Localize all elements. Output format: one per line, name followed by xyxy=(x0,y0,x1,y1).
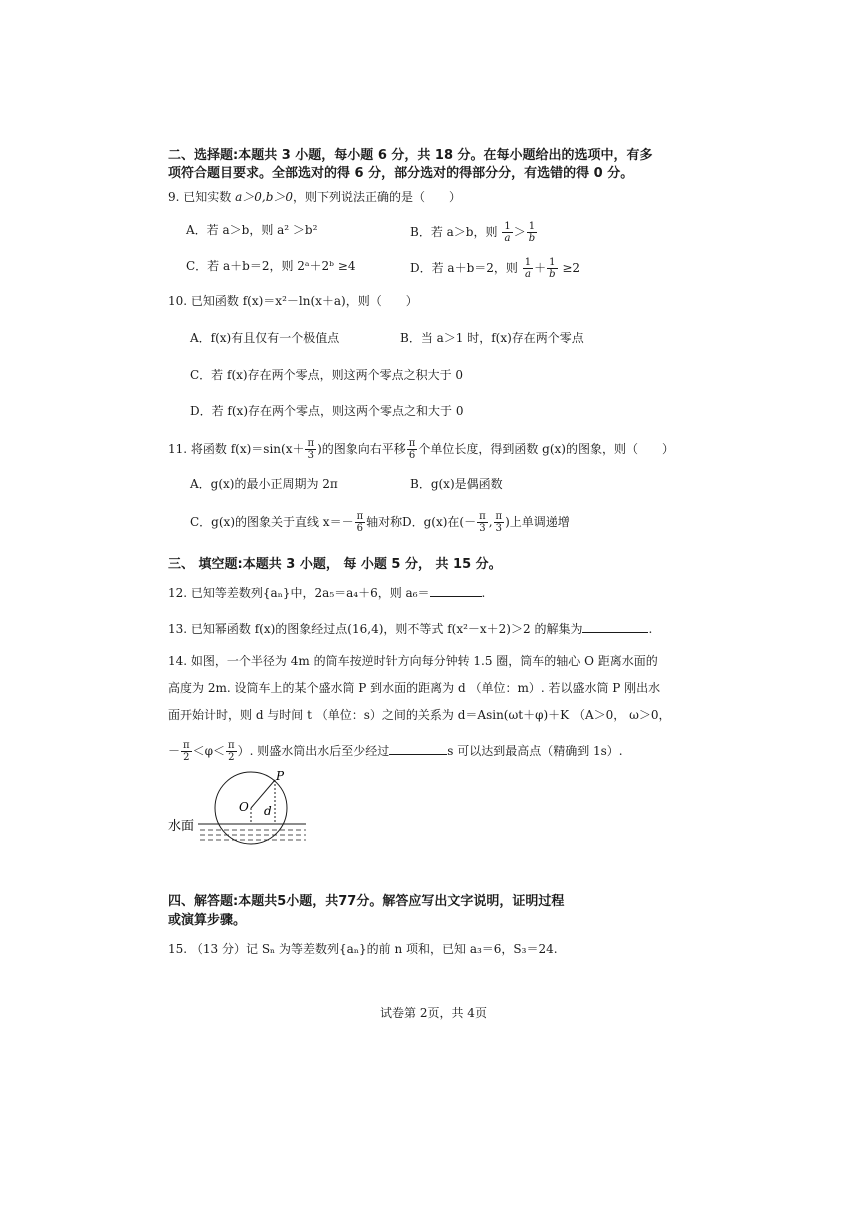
fraction-pi-over-3: $\frac{\pi}{3}$ xyxy=(479,511,486,534)
option-text: 轴对称 xyxy=(366,515,403,529)
option-text: D．g(x)在(－ xyxy=(402,515,477,529)
question-number: 15. xyxy=(168,942,188,956)
question-10-option-c: C．若 f(x)存在两个零点，则这两个零点之积大于 0 xyxy=(190,368,464,382)
fraction-pi-over-6: $\frac{\pi}{6}$ xyxy=(408,438,416,461)
question-13 xyxy=(168,620,652,638)
question-9-option-d xyxy=(410,257,580,280)
question-text: ）. 则盛水筒出水后至少经过 xyxy=(237,744,390,758)
question-text: . xyxy=(648,622,653,636)
question-text: ＜φ＜ xyxy=(192,744,225,758)
question-text: － xyxy=(168,744,181,758)
comma: , xyxy=(488,515,493,529)
question-9-stem xyxy=(168,188,461,206)
question-12 xyxy=(168,584,485,602)
question-15 xyxy=(168,940,558,958)
fraction-pi-over-6: $\frac{\pi}{6}$ xyxy=(356,511,364,534)
question-14-line-2: 高度为 2m. 设筒车上的某个盛水筒 P 到水面的距离为 d （单位：m）. 若以盛水筒 P 刚出水 xyxy=(168,681,661,695)
stem-text: )的图象向右平移 xyxy=(317,442,406,456)
question-14-line-1 xyxy=(168,652,658,670)
fraction-1-over-a: $\frac{1}{a}$ xyxy=(524,257,532,280)
question-number: 14. xyxy=(168,654,188,668)
question-text: . xyxy=(481,586,486,600)
question-11-option-d xyxy=(402,511,570,534)
section-4-heading-line-2: 或演算步骤。 xyxy=(168,913,247,928)
fraction-pi-over-2: $\frac{\pi}{2}$ xyxy=(183,740,190,763)
stem-text: 将函数 f(x)＝sin(x＋ xyxy=(190,442,305,456)
question-10-option-b: B．当 a＞1 时，f(x)存在两个零点 xyxy=(400,331,584,345)
plus-sign: ＋ xyxy=(534,261,547,275)
water-surface-label: 水面 xyxy=(168,819,195,834)
stem-text: 个单位长度，得到函数 g(x)的图象，则（ ） xyxy=(418,442,674,456)
question-10-option-d: D．若 f(x)存在两个零点，则这两个零点之和大于 0 xyxy=(190,404,464,418)
answer-blank[interactable] xyxy=(389,742,447,755)
stem-text: ，则下列说法正确的是（ ） xyxy=(293,190,462,204)
distance-d-label: d xyxy=(264,804,272,818)
question-9-option-a: A．若 a＞b，则 a² ＞b² xyxy=(186,223,318,237)
question-text: 已知幂函数 f(x)的图象经过点(16,4)，则不等式 f(x²－x＋2)＞2 的解集为 xyxy=(190,622,583,636)
section-2-heading-line-2: 项符合题目要求。全部选对的得 6 分，部分选对的得部分分，有选错的得 0 分。 xyxy=(168,166,634,181)
stem-text: 已知函数 f(x)＝x²－ln(x＋a)，则（ ） xyxy=(190,294,418,308)
question-text: s 可以达到最高点（精确到 1s）. xyxy=(447,744,623,758)
section-3-heading: 三、 填空题:本题共 3 小题， 每 小题 5 分， 共 15 分。 xyxy=(168,557,502,572)
center-o-label: O xyxy=(239,800,249,814)
stem-text: 已知实数 xyxy=(183,190,232,204)
option-text: D．若 a＋b＝2，则 xyxy=(410,261,518,275)
fraction-1-over-b: $\frac{1}{b}$ xyxy=(549,257,556,280)
waterwheel-figure xyxy=(160,768,320,858)
fraction-1-over-a: $\frac{1}{a}$ xyxy=(504,221,511,244)
question-11-option-b: B．g(x)是偶函数 xyxy=(410,477,503,491)
point-p-label: P xyxy=(276,769,285,783)
section-2-heading-line-1: 二、选择题:本题共 3 小题，每小题 6 分，共 18 分。在每小题给出的选项中，有多 xyxy=(168,148,653,163)
question-10-stem xyxy=(168,292,418,310)
fraction-pi-over-3: $\frac{\pi}{3}$ xyxy=(307,438,315,461)
question-number: 11. xyxy=(168,442,188,456)
question-number: 10. xyxy=(168,294,188,308)
question-10-option-a: A．f(x)有且仅有一个极值点 xyxy=(190,331,340,345)
question-text: （13 分）记 Sₙ 为等差数列{aₙ}的前 n 项和，已知 a₃＝6，S₃＝24. xyxy=(190,942,558,956)
option-text: ≥2 xyxy=(562,261,581,275)
fraction-1-over-b: $\frac{1}{b}$ xyxy=(528,221,536,244)
section-4-heading-line-1: 四、解答题:本题共5小题，共77分。解答应写出文字说明，证明过程 xyxy=(168,894,565,909)
question-number: 13. xyxy=(168,622,188,636)
question-text: 已知等差数列{aₙ}中，2a₅＝a₄＋6，则 a₆＝ xyxy=(190,586,430,600)
question-14-line-4 xyxy=(168,740,623,763)
page-footer: 试卷第 2页，共 4页 xyxy=(380,1006,487,1020)
fraction-pi-over-2: $\frac{\pi}{2}$ xyxy=(228,740,235,763)
answer-blank[interactable] xyxy=(582,620,648,633)
question-number: 12. xyxy=(168,586,188,600)
option-text: C．g(x)的图象关于直线 x＝－ xyxy=(190,515,354,529)
question-number: 9. xyxy=(168,190,180,204)
condition: a＞0,b＞0 xyxy=(235,190,294,204)
answer-blank[interactable] xyxy=(430,584,482,597)
option-text: B．若 a＞b，则 xyxy=(410,225,498,239)
question-11-option-a: A．g(x)的最小正周期为 2π xyxy=(190,477,338,491)
question-9-option-c: C．若 a＋b＝2，则 2ᵃ＋2ᵇ ≥4 xyxy=(186,259,356,273)
fraction-pi-over-3: $\frac{\pi}{3}$ xyxy=(495,511,503,534)
greater-sign: ＞ xyxy=(513,225,526,239)
question-14-line-3: 面开始计时，则 d 与时间 t （单位：s）之间的关系为 d＝Asin(ωt＋φ)＋K （A＞0， ω＞0， xyxy=(168,708,671,722)
option-text: )上单调递增 xyxy=(505,515,570,529)
question-9-option-b xyxy=(410,221,538,244)
question-11-stem xyxy=(168,438,674,461)
question-text: 如图，一个半径为 4m 的筒车按逆时针方向每分钟转 1.5 圈，筒车的轴心 O 距离水面的 xyxy=(190,654,658,668)
question-11-option-c xyxy=(190,511,402,534)
